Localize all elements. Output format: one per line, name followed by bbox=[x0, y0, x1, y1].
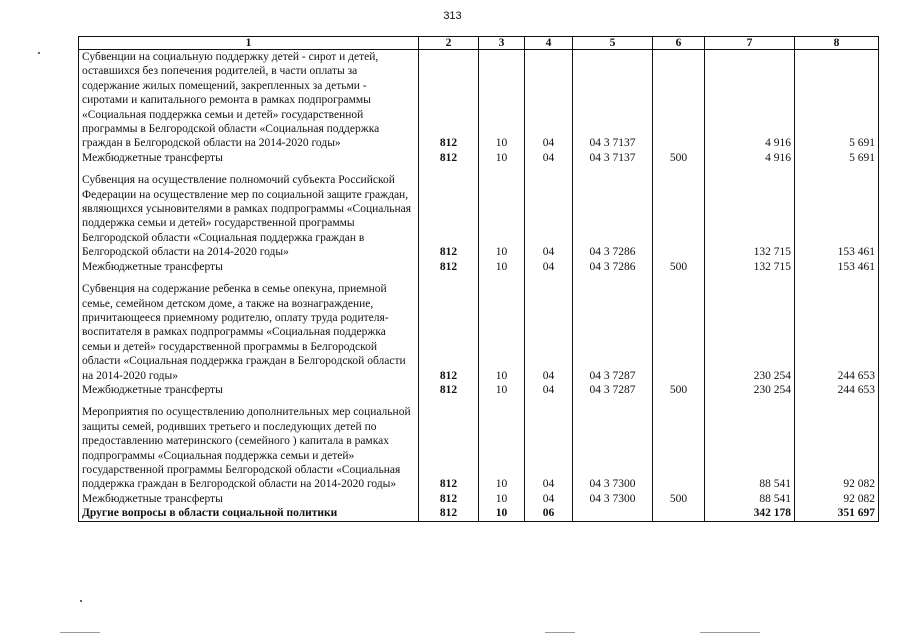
cell-subsection: 04 bbox=[525, 383, 573, 397]
cell-target-article bbox=[573, 506, 653, 521]
spacer-cell bbox=[705, 274, 795, 282]
spacer-cell bbox=[573, 165, 653, 173]
cell-subsection: 04 bbox=[525, 151, 573, 165]
spacer-cell bbox=[705, 165, 795, 173]
spacer-cell bbox=[525, 165, 573, 173]
row-description: Субвенция на содержание ребенка в семье опекуна, приемной семье, семейном детском доме, а также на вознаграждение, причитающееся приемному родителю, оплату труда родителя-воспитателя в рамках подпрограммы «Социальная поддержка семьи и детей» государственной программы в Белгородской области «Социальная поддержка граждан в Белгородской области на 2014-2020 годы» bbox=[79, 282, 419, 383]
spacer-cell bbox=[79, 165, 419, 173]
table-row bbox=[79, 151, 879, 165]
cell-section: 10 bbox=[479, 506, 525, 521]
cell-expense-type: 500 bbox=[653, 383, 705, 397]
cell-section: 10 bbox=[479, 260, 525, 274]
cell-target-article: 04 3 7286 bbox=[573, 260, 653, 274]
cell-subsection: 04 bbox=[525, 492, 573, 506]
spacer-cell bbox=[795, 274, 879, 282]
cell-amount-year1: 342 178 bbox=[705, 506, 795, 521]
col-header: 4 bbox=[525, 37, 573, 50]
cell-amount-year2: 153 461 bbox=[795, 173, 879, 259]
cell-target-article: 04 3 7287 bbox=[573, 383, 653, 397]
table-body bbox=[79, 50, 879, 522]
cell-target-article: 04 3 7286 bbox=[573, 173, 653, 259]
cell-target-article: 04 3 7287 bbox=[573, 282, 653, 383]
cell-amount-year1: 230 254 bbox=[705, 282, 795, 383]
cell-section: 10 bbox=[479, 492, 525, 506]
cell-target-article: 04 3 7137 bbox=[573, 151, 653, 165]
row-description: Мероприятия по осуществлению дополнительных мер социальной защиты семей, родивших третьего и последующих детей по предоставлению материнского (семейного ) капитала в рамках подпрограммы «Социальная поддержка семьи и детей» государственной программы Белгородской области «Социальная поддержка граждан в Белгородской области на 2014-2020 годы» bbox=[79, 405, 419, 491]
cell-section: 10 bbox=[479, 405, 525, 491]
cell-amount-year2: 244 653 bbox=[795, 282, 879, 383]
scan-artifact bbox=[80, 600, 82, 602]
table-row bbox=[79, 383, 879, 397]
row-description: Межбюджетные трансферты bbox=[79, 151, 419, 165]
cell-subsection: 04 bbox=[525, 405, 573, 491]
cell-grbs: 812 bbox=[419, 383, 479, 397]
col-header: 8 bbox=[795, 37, 879, 50]
cell-amount-year1: 4 916 bbox=[705, 151, 795, 165]
table-row bbox=[79, 50, 879, 151]
col-header: 2 bbox=[419, 37, 479, 50]
cell-amount-year2: 244 653 bbox=[795, 383, 879, 397]
cell-section: 10 bbox=[479, 173, 525, 259]
cell-subsection: 04 bbox=[525, 50, 573, 151]
cell-subsection: 04 bbox=[525, 260, 573, 274]
cell-amount-year1: 132 715 bbox=[705, 173, 795, 259]
spacer-cell bbox=[419, 397, 479, 405]
col-header: 1 bbox=[79, 37, 419, 50]
cell-grbs: 812 bbox=[419, 173, 479, 259]
table-row bbox=[79, 492, 879, 506]
row-spacer bbox=[79, 274, 879, 282]
cell-target-article: 04 3 7300 bbox=[573, 492, 653, 506]
cell-grbs: 812 bbox=[419, 506, 479, 521]
spacer-cell bbox=[525, 274, 573, 282]
col-header: 3 bbox=[479, 37, 525, 50]
cell-target-article: 04 3 7300 bbox=[573, 405, 653, 491]
cell-expense-type bbox=[653, 50, 705, 151]
cell-amount-year2: 153 461 bbox=[795, 260, 879, 274]
budget-table bbox=[78, 36, 879, 522]
table-row bbox=[79, 282, 879, 383]
cell-amount-year2: 5 691 bbox=[795, 50, 879, 151]
row-description: Межбюджетные трансферты bbox=[79, 492, 419, 506]
table-row bbox=[79, 173, 879, 259]
cell-amount-year2: 92 082 bbox=[795, 492, 879, 506]
cell-section: 10 bbox=[479, 282, 525, 383]
scan-artifact bbox=[60, 632, 100, 633]
cell-target-article: 04 3 7137 bbox=[573, 50, 653, 151]
cell-amount-year1: 230 254 bbox=[705, 383, 795, 397]
table-row bbox=[79, 405, 879, 491]
spacer-cell bbox=[795, 397, 879, 405]
cell-expense-type bbox=[653, 506, 705, 521]
cell-expense-type bbox=[653, 282, 705, 383]
row-description: Субвенция на осуществление полномочий субъекта Российской Федерации на осуществление мер по социальной защите граждан, являющихся усыновителями в рамках подпрограммы «Социальная поддержка семьи и детей» государственной программы Белгородской области «Социальная поддержка граждан в Белгородской области на 2014-2020 годы» bbox=[79, 173, 419, 259]
col-header: 7 bbox=[705, 37, 795, 50]
cell-amount-year1: 132 715 bbox=[705, 260, 795, 274]
row-description: Субвенции на социальную поддержку детей - сирот и детей, оставшихся без попечения родителей, в части оплаты за содержание жилых помещений, закрепленных за детьми - сиротами и капитального ремонта в рамках подпрограммы «Социальная поддержка семьи и детей» государственной программы в Белгородской области «Социальная поддержка граждан в Белгородской области на 2014-2020 годы» bbox=[79, 50, 419, 151]
cell-subsection: 04 bbox=[525, 282, 573, 383]
spacer-cell bbox=[479, 274, 525, 282]
col-header: 6 bbox=[653, 37, 705, 50]
cell-expense-type bbox=[653, 405, 705, 491]
spacer-cell bbox=[795, 165, 879, 173]
header-row bbox=[79, 37, 879, 50]
scan-artifact bbox=[700, 632, 760, 633]
cell-amount-year2: 92 082 bbox=[795, 405, 879, 491]
cell-section: 10 bbox=[479, 383, 525, 397]
table-row bbox=[79, 506, 879, 521]
cell-section: 10 bbox=[479, 151, 525, 165]
spacer-cell bbox=[573, 397, 653, 405]
cell-amount-year2: 351 697 bbox=[795, 506, 879, 521]
cell-amount-year1: 88 541 bbox=[705, 405, 795, 491]
spacer-cell bbox=[705, 397, 795, 405]
cell-section: 10 bbox=[479, 50, 525, 151]
cell-grbs: 812 bbox=[419, 50, 479, 151]
spacer-cell bbox=[573, 274, 653, 282]
cell-subsection: 04 bbox=[525, 173, 573, 259]
spacer-cell bbox=[525, 397, 573, 405]
row-spacer bbox=[79, 165, 879, 173]
spacer-cell bbox=[479, 165, 525, 173]
col-header: 5 bbox=[573, 37, 653, 50]
cell-grbs: 812 bbox=[419, 282, 479, 383]
cell-expense-type: 500 bbox=[653, 492, 705, 506]
cell-amount-year1: 4 916 bbox=[705, 50, 795, 151]
spacer-cell bbox=[419, 165, 479, 173]
spacer-cell bbox=[79, 274, 419, 282]
spacer-cell bbox=[79, 397, 419, 405]
cell-subsection: 06 bbox=[525, 506, 573, 521]
row-spacer bbox=[79, 397, 879, 405]
spacer-cell bbox=[419, 274, 479, 282]
spacer-cell bbox=[653, 165, 705, 173]
page-number: 313 bbox=[443, 10, 462, 22]
cell-expense-type bbox=[653, 173, 705, 259]
cell-grbs: 812 bbox=[419, 260, 479, 274]
cell-amount-year2: 5 691 bbox=[795, 151, 879, 165]
row-description: Межбюджетные трансферты bbox=[79, 383, 419, 397]
table-row bbox=[79, 260, 879, 274]
cell-expense-type: 500 bbox=[653, 151, 705, 165]
cell-amount-year1: 88 541 bbox=[705, 492, 795, 506]
spacer-cell bbox=[653, 397, 705, 405]
spacer-cell bbox=[653, 274, 705, 282]
cell-grbs: 812 bbox=[419, 492, 479, 506]
cell-expense-type: 500 bbox=[653, 260, 705, 274]
spacer-cell bbox=[479, 397, 525, 405]
row-description: Межбюджетные трансферты bbox=[79, 260, 419, 274]
scan-artifact bbox=[545, 632, 575, 633]
row-description: Другие вопросы в области социальной политики bbox=[79, 506, 419, 521]
scan-artifact bbox=[38, 52, 40, 54]
cell-grbs: 812 bbox=[419, 151, 479, 165]
cell-grbs: 812 bbox=[419, 405, 479, 491]
